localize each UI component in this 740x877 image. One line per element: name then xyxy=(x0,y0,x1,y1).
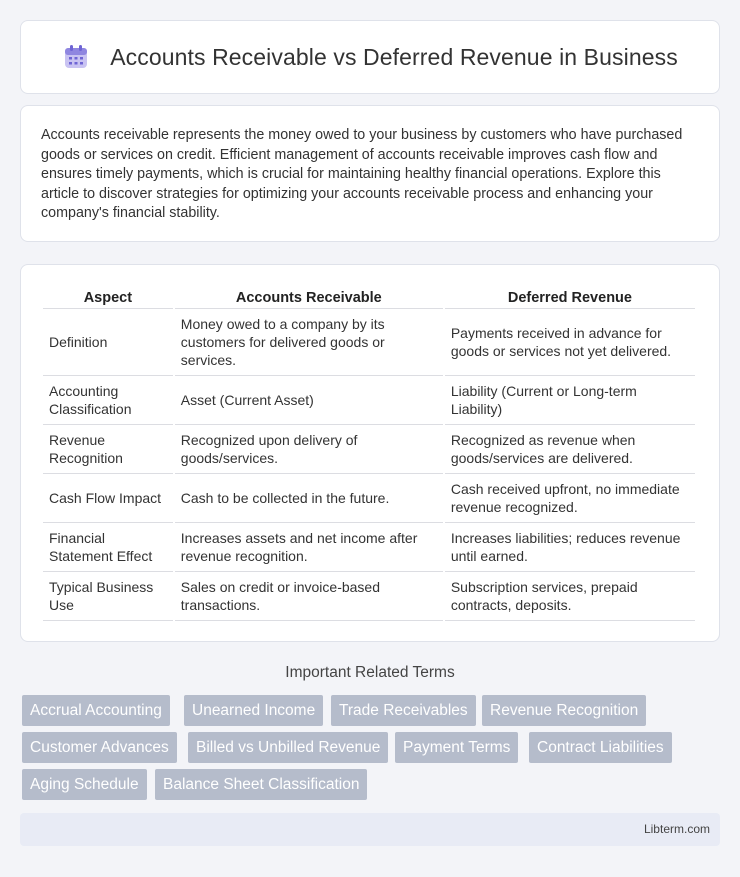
table-cell: Accounting Classification xyxy=(43,376,173,425)
table-header-deferred-revenue: Deferred Revenue xyxy=(445,285,695,309)
table-header-aspect: Aspect xyxy=(43,285,173,309)
table-header-accounts-receivable: Accounts Receivable xyxy=(175,285,443,309)
calendar-icon xyxy=(62,43,90,71)
intro-text: Accounts receivable represents the money owed to your business by customers who have purchased goods or services on credit. Efficient management of accounts receivable improves cash flow and ensures timely payments, which is crucial for maintaining healthy financial operations. Explore this article to discover strategies for optimizing your accounts receivable process and enhancing your company's financial stability. xyxy=(41,127,683,222)
table-cell: Payments received in advance for goods or services not yet delivered. xyxy=(445,309,695,376)
table-cell: Liability (Current or Long-term Liability) xyxy=(445,376,695,425)
table-cell: Financial Statement Effect xyxy=(43,523,173,572)
table-cell: Increases liabilities; reduces revenue until earned. xyxy=(445,523,695,572)
table-row xyxy=(43,309,695,376)
table-cell: Cash to be collected in the future. xyxy=(175,474,443,523)
tag-aging-schedule[interactable]: Aging Schedule xyxy=(22,769,147,800)
page-title: Accounts Receivable vs Deferred Revenue in Business xyxy=(110,43,678,70)
table-cell: Recognized upon delivery of goods/services. xyxy=(175,425,443,474)
tag-balance-sheet-classification[interactable]: Balance Sheet Classification xyxy=(155,769,367,800)
tag-revenue-recognition[interactable]: Revenue Recognition xyxy=(482,695,646,726)
table-cell: Definition xyxy=(43,309,173,376)
table-cell: Cash Flow Impact xyxy=(43,474,173,523)
table-cell: Typical Business Use xyxy=(43,572,173,621)
table-cell: Recognized as revenue when goods/services are delivered. xyxy=(445,425,695,474)
tag-customer-advances[interactable]: Customer Advances xyxy=(22,732,177,763)
tag-contract-liabilities[interactable]: Contract Liabilities xyxy=(529,732,672,763)
table-cell: Increases assets and net income after revenue recognition. xyxy=(175,523,443,572)
table-row xyxy=(43,523,695,572)
table-row xyxy=(43,376,695,425)
table-row xyxy=(43,572,695,621)
table-cell: Revenue Recognition xyxy=(43,425,173,474)
table-row xyxy=(43,425,695,474)
tag-payment-terms[interactable]: Payment Terms xyxy=(395,732,518,763)
tag-trade-receivables[interactable]: Trade Receivables xyxy=(331,695,476,726)
intro-card xyxy=(20,105,720,242)
related-terms-title: Important Related Terms xyxy=(285,664,455,681)
comparison-table-card xyxy=(20,264,720,642)
table-cell: Sales on credit or invoice-based transactions. xyxy=(175,572,443,621)
table-cell: Money owed to a company by its customers for delivered goods or services. xyxy=(175,309,443,376)
table-cell: Cash received upfront, no immediate revenue recognized. xyxy=(445,474,695,523)
tag-accrual-accounting[interactable]: Accrual Accounting xyxy=(22,695,170,726)
table-row xyxy=(43,474,695,523)
comparison-table xyxy=(41,285,697,621)
tag-unearned-income[interactable]: Unearned Income xyxy=(184,695,323,726)
table-cell: Subscription services, prepaid contracts, deposits. xyxy=(445,572,695,621)
title-card xyxy=(20,20,720,94)
footer-brand[interactable]: Libterm.com xyxy=(643,822,710,836)
table-cell: Asset (Current Asset) xyxy=(175,376,443,425)
tag-billed-vs-unbilled-revenue[interactable]: Billed vs Unbilled Revenue xyxy=(188,732,388,763)
footer xyxy=(20,813,720,846)
